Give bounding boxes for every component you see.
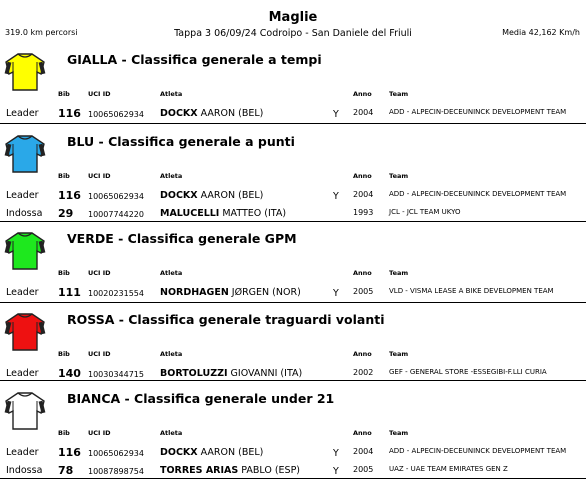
section-title: GIALLA - Classifica generale a tempi [67,52,322,67]
col-athlete: Atleta [160,172,183,180]
young-flag: Y [333,466,339,477]
surname: TORRES ARIAS [160,465,239,476]
surname: DOCKX [160,108,198,119]
uci-id: 10007744220 [88,210,144,219]
bib: 116 [58,446,81,459]
distance-label: 319.0 km percorsi [5,28,78,37]
role: Leader [6,190,39,201]
athlete [160,287,301,298]
role: Leader [6,447,39,458]
surname: BORTOLUZZI [160,368,228,379]
col-bib: Bib [58,90,70,98]
col-team: Team [389,172,409,180]
stage-label: Tappa 3 06/09/24 Codroipo - San Daniele del Friuli [174,28,412,39]
white-jersey-icon [4,391,46,431]
year: 2004 [353,190,374,199]
team: VLD - VISMA LEASE A BIKE DEVELOPMEN TEAM [389,287,554,295]
young-flag: Y [333,191,339,202]
team: ADD - ALPECIN-DECEUNINCK DEVELOPMENT TEAM [389,108,567,116]
uci-id: 10065062934 [88,192,144,201]
uci-id: 10020231554 [88,289,144,298]
bib: 116 [58,189,81,202]
surname: DOCKX [160,447,198,458]
table-row [0,368,586,386]
team: ADD - ALPECIN-DECEUNINCK DEVELOPMENT TEAM [389,190,567,198]
year: 2005 [353,465,374,474]
yellow-jersey-icon [4,52,46,92]
firstname: GIOVANNI (ITA) [227,368,303,379]
year: 1993 [353,208,374,217]
col-team: Team [389,90,409,98]
divider [0,302,586,303]
surname: MALUCELLI [160,208,220,219]
bib: 78 [58,464,74,477]
section-title: BLU - Classifica generale a punti [67,134,295,149]
young-flag: Y [333,288,339,299]
col-team: Team [389,269,409,277]
col-uci: UCI ID [88,429,111,437]
firstname: JØRGEN (NOR) [228,287,301,298]
col-athlete: Atleta [160,269,183,277]
col-bib: Bib [58,269,70,277]
athlete [160,465,300,476]
section-title: VERDE - Classifica generale GPM [67,231,297,246]
role: Leader [6,287,39,298]
surname: DOCKX [160,190,198,201]
divider [0,380,586,381]
year: 2004 [353,108,374,117]
red-jersey-icon [4,312,46,352]
table-row [0,190,586,208]
surname: NORDHAGEN [160,287,229,298]
col-team: Team [389,429,409,437]
col-athlete: Atleta [160,90,183,98]
young-flag: Y [333,109,339,120]
year: 2005 [353,287,374,296]
bib: 140 [58,367,81,380]
athlete [160,108,263,119]
divider [0,123,586,124]
bib: 116 [58,107,81,120]
year: 2004 [353,447,374,456]
col-team: Team [389,350,409,358]
uci-id: 10087898754 [88,467,144,476]
bib: 29 [58,207,74,220]
firstname: MATTEO (ITA) [219,208,287,219]
page-title: Maglie [268,10,318,25]
firstname: PABLO (ESP) [238,465,301,476]
team: JCL - JCL TEAM UKYO [389,208,461,216]
average-speed-label: Media 42,162 Km/h [502,28,580,37]
col-year: Anno [353,429,372,437]
young-flag: Y [333,448,339,459]
col-athlete: Atleta [160,429,183,437]
col-year: Anno [353,172,372,180]
col-bib: Bib [58,350,70,358]
blue-jersey-icon [4,134,46,174]
team: UAZ - UAE TEAM EMIRATES GEN Z [389,465,508,473]
team: ADD - ALPECIN-DECEUNINCK DEVELOPMENT TEAM [389,447,567,455]
athlete [160,190,263,201]
firstname: AARON (BEL) [197,447,264,458]
firstname: AARON (BEL) [197,190,264,201]
section-title: ROSSA - Classifica generale traguardi volanti [67,312,385,327]
col-uci: UCI ID [88,172,111,180]
athlete [160,368,302,379]
role: Indossa [6,208,43,219]
uci-id: 10065062934 [88,110,144,119]
athlete [160,447,263,458]
green-jersey-icon [4,231,46,271]
col-year: Anno [353,350,372,358]
role: Indossa [6,465,43,476]
role: Leader [6,108,39,119]
bib: 111 [58,286,81,299]
table-row [0,447,586,465]
col-bib: Bib [58,429,70,437]
col-uci: UCI ID [88,269,111,277]
divider [0,221,586,222]
divider [0,478,586,479]
col-year: Anno [353,90,372,98]
col-uci: UCI ID [88,350,111,358]
section-title: BIANCA - Classifica generale under 21 [67,391,335,406]
firstname: AARON (BEL) [197,108,264,119]
table-row [0,465,586,483]
col-bib: Bib [58,172,70,180]
table-row [0,208,586,226]
uci-id: 10030344715 [88,370,144,379]
uci-id: 10065062934 [88,449,144,458]
year: 2002 [353,368,374,377]
col-uci: UCI ID [88,90,111,98]
col-year: Anno [353,269,372,277]
athlete [160,208,286,219]
col-athlete: Atleta [160,350,183,358]
role: Leader [6,368,39,379]
team: GEF - GENERAL STORE -ESSEGIBI-F.LLI CURIA [389,368,547,376]
